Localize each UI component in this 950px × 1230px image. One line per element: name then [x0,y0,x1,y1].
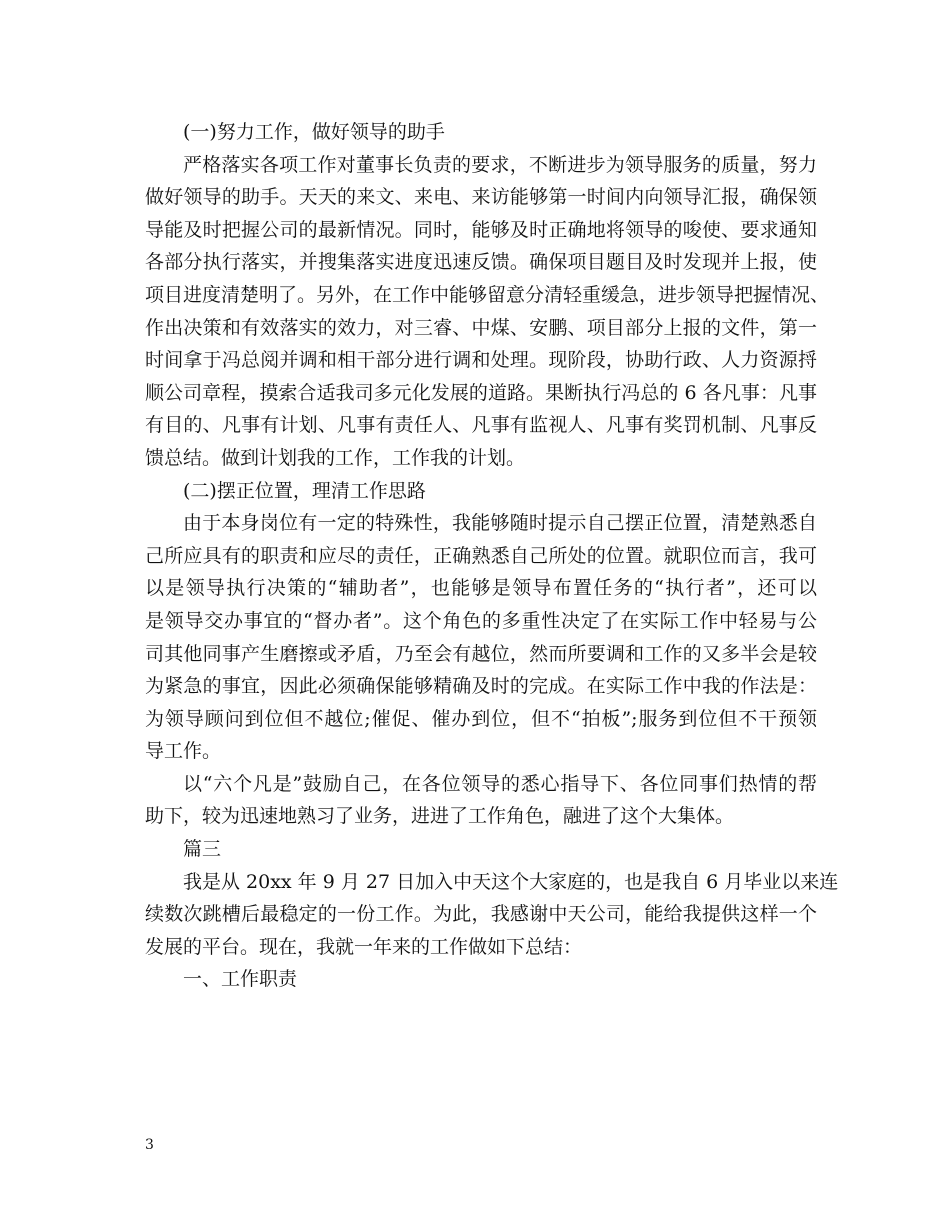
paragraph-line: 做好领导的助手。天天的来文、来电、来访能够第一时间内向领导汇报，确保领 [145,186,817,209]
paragraph-line: 导工作。 [145,740,222,763]
paragraph-line: 以是领导执行决策的“辅助者”，也能够是领导布置任务的“执行者”，还可以 [145,577,817,600]
paragraph-line: 我是从 20xx 年 9 月 27 日加入中天这个大家庭的，也是我自 6 月毕业以来连 [183,870,839,893]
section-heading-2: (二)摆正位置，理清工作思路 [183,479,426,502]
paragraph-line: 助下，较为迅速地熟习了业务，进进了工作角色，融进了这个大集体。 [145,805,735,828]
paragraph-line: 时间拿于冯总阅并调和相干部分进行调和处理。现阶段，协助行政、人力资源捋 [145,349,817,372]
section-heading-1: (一)努力工作，做好领导的助手 [183,121,445,143]
page-number: 3 [145,1137,154,1153]
paragraph-line: 发展的平台。现在，我就一年来的工作做如下总结： [145,935,583,958]
section-heading-4: 一、工作职责 [183,968,298,991]
document-body [145,116,839,996]
paragraph-line: 有目的、凡事有计划、凡事有责任人、凡事有监视人、凡事有奖罚机制、凡事反 [145,414,817,437]
paragraph-line: 续数次跳槽后最稳定的一份工作。为此，我感谢中天公司，能给我提供这样一个 [145,903,817,926]
paragraph-line: 严格落实各项工作对董事长负责的要求，不断进步为领导服务的质量，努力 [183,153,817,176]
paragraph-line: 顺公司章程，摸索合适我司多元化发展的道路。果断执行冯总的 6 各凡事：凡事 [145,381,817,404]
paragraph-line: 司其他同事产生磨擦或矛盾，乃至会有越位，然而所要调和工作的又多半会是较 [145,642,817,665]
paragraph-line: 己所应具有的职责和应尽的责任，正确熟悉自己所处的位置。就职位而言，我可 [145,544,817,567]
paragraph-line: 导能及时把握公司的最新情况。同时，能够及时正确地将领导的唆使、要求通知 [145,218,817,241]
paragraph-line: 是领导交办事宜的“督办者”。这个角色的多重性决定了在实际工作中轻易与公 [145,609,817,632]
paragraph-line: 项目进度清楚明了。另外，在工作中能够留意分清轻重缓急，进步领导把握情况、 [145,283,830,306]
paragraph-line: 为紧急的事宜，因此必须确保能够精确及时的完成。在实际工作中我的作法是： [145,675,817,698]
paragraph-line: 作出决策和有效落实的效力，对三睿、中煤、安鹏、项目部分上报的文件，第一 [145,316,817,339]
paragraph-line: 以“六个凡是”鼓励自己，在各位领导的悉心指导下、各位同事们热情的帮 [183,772,817,795]
section-heading-3: 篇三 [183,838,222,861]
paragraph-line: 馈总结。做到计划我的工作，工作我的计划。 [145,446,526,469]
paragraph-line: 为领导顾问到位但不越位;催促、催办到位，但不“拍板”;服务到位但不干预领 [145,707,817,730]
paragraph-line: 由于本身岗位有一定的特殊性，我能够随时提示自己摆正位置，清楚熟悉自 [183,512,817,535]
paragraph-line: 各部分执行落实，并搜集落实进度迅速反馈。确保项目题目及时发现并上报，使 [145,251,817,274]
